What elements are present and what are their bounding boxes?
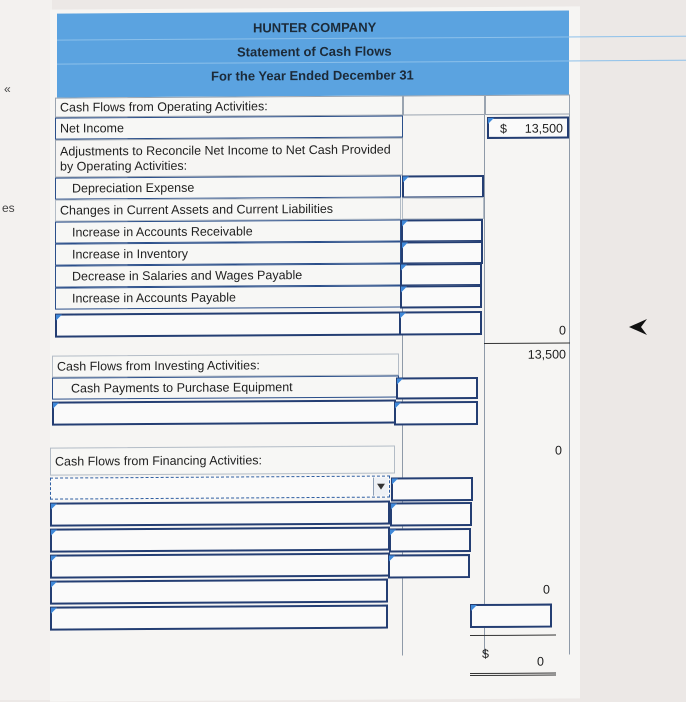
investing-extra-description-input[interactable]	[52, 400, 396, 426]
cash-begin-description-input[interactable]	[50, 605, 388, 631]
financing-header: Cash Flows from Financing Activities:	[50, 446, 395, 476]
chevron-down-icon[interactable]	[373, 478, 388, 496]
operating-extra-description-input[interactable]	[55, 311, 401, 337]
left-margin	[0, 0, 52, 700]
net-cash-financing: 0	[543, 582, 550, 597]
changes-header: Changes in Current Assets and Current Liabilities	[55, 197, 401, 221]
statement-period: For the Year Ended December 31	[211, 66, 414, 84]
net-income-value: 13,500	[524, 121, 563, 136]
statement-header	[57, 10, 569, 97]
increase-ap-input[interactable]	[400, 285, 482, 309]
cash-begin-amount-input[interactable]	[470, 604, 552, 629]
subtotal-rule	[484, 342, 570, 344]
net-change-description-input[interactable]	[50, 579, 388, 605]
column-divider	[484, 95, 485, 655]
net-income-input[interactable]	[487, 116, 569, 139]
depreciation-input[interactable]	[402, 175, 484, 199]
depreciation-label: Depreciation Expense	[55, 175, 401, 199]
decrease-salaries-input[interactable]	[400, 263, 482, 287]
increase-ap-label: Increase in Accounts Payable	[55, 285, 401, 309]
equipment-label: Cash Payments to Purchase Equipment	[52, 375, 399, 399]
operating-header: Cash Flows from Operating Activities:	[55, 95, 403, 117]
increase-inventory-label: Increase in Inventory	[55, 241, 401, 265]
operating-header-spacer	[403, 95, 485, 116]
statement-title: Statement of Cash Flows	[57, 37, 686, 64]
financing-amount-input-2[interactable]	[390, 502, 472, 527]
investing-header: Cash Flows from Investing Activities:	[52, 353, 399, 377]
adjustments-line-1: Adjustments to Reconcile Net Income to Net Cash Provided	[60, 142, 391, 159]
margin-label: es	[2, 201, 15, 215]
cash-end-value: 0	[537, 654, 544, 669]
financing-amount-input-4[interactable]	[388, 554, 470, 579]
net-income-label: Net Income	[55, 115, 403, 139]
increase-inventory-input[interactable]	[401, 241, 483, 265]
decrease-salaries-label: Decrease in Salaries and Wages Payable	[55, 263, 401, 287]
mouse-pointer-icon	[628, 318, 648, 336]
financing-description-select[interactable]	[50, 476, 390, 500]
financing-description-input-4[interactable]	[50, 553, 390, 579]
increase-ar-input[interactable]	[401, 219, 483, 243]
operating-header-spacer	[485, 94, 570, 115]
currency-symbol: $	[500, 121, 507, 136]
adjustments-total: 0	[559, 323, 566, 338]
financing-amount-input-3[interactable]	[389, 528, 471, 553]
investing-extra-amount-input[interactable]	[394, 401, 478, 426]
equipment-amount-input[interactable]	[396, 377, 478, 400]
net-cash-investing: 0	[555, 443, 562, 458]
operating-extra-amount-input[interactable]	[399, 311, 482, 336]
total-rule	[470, 635, 556, 637]
column-divider	[569, 94, 570, 654]
total-double-rule	[470, 673, 556, 677]
increase-ar-label: Increase in Accounts Receivable	[55, 219, 401, 243]
company-name: HUNTER COMPANY	[57, 13, 686, 40]
adjustments-line-2: by Operating Activities:	[60, 158, 188, 174]
net-cash-operating: 13,500	[527, 347, 566, 362]
financing-description-input-2[interactable]	[50, 501, 390, 527]
financing-description-input-3[interactable]	[50, 527, 390, 553]
changes-spacer	[402, 197, 484, 220]
margin-glyph: «	[4, 82, 11, 96]
cash-flow-worksheet	[50, 6, 580, 701]
total-currency: $	[482, 646, 489, 661]
adjustments-label	[55, 137, 403, 177]
financing-amount-input-1[interactable]	[391, 477, 473, 502]
